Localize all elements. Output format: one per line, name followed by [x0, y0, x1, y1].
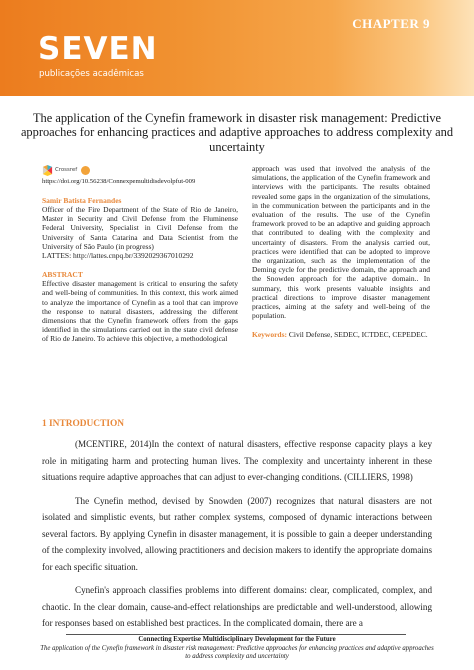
page-footer — [40, 636, 434, 662]
publisher-logo — [38, 32, 158, 82]
footer-divider — [66, 634, 406, 635]
header-band — [0, 0, 474, 96]
paragraph: The Cynefin method, devised by Snowden (2007) recognizes that natural disasters are not isolated and simplistic events, but rather complex systems, composed of dynamic interactions between several factors. By applying Cynefin in disaster management, it is possible to gain a deeper understanding of the complexity involved, allowing practitioners and decision makers to identify the appropriate domains for each specific situation. — [42, 495, 432, 572]
introduction-body — [42, 436, 432, 639]
author-lattes[interactable]: LATTES: http://lattes.cnpq.br/3392029367010292 — [42, 251, 194, 261]
paper-title: The application of the Cynefin framework in disaster risk management: Predictive approaches for enhancing practices and adaptive approaches to address complexity and uncertainty — [20, 111, 454, 154]
paragraph: (MCENTIRE, 2014)In the context of natural disasters, effective response capacity plays a key role in mitigating harm and protecting human lives. The complexity and uncertainty inherent in these situations require adaptive approaches that can adjust to ever-changing conditions. (CILLIERS, 1998) — [42, 439, 432, 482]
abstract-text-left: Effective disaster management is critical to ensuring the safety and well-being of communities. In this context, this work aimed to analyze the importance of Cynefin as a tool that can improve the response to natural disasters, addressing the different dimensions that the Cynefin framework offers from the gaps identified in the simulations carried out in the state civil defense of Rio de Janeiro. To achieve this objective, a methodological — [42, 279, 238, 344]
crossref-label: Crossref — [55, 167, 78, 173]
crossref-badge[interactable] — [42, 164, 238, 176]
keywords — [252, 330, 430, 339]
check-updates-icon[interactable] — [81, 166, 90, 175]
author-name: Samir Batista Fernandes — [42, 196, 122, 205]
keywords-label: Keywords: — [252, 330, 287, 340]
paragraph: Cynefin's approach classifies problems into different domains: clear, complicated, complex, and chaotic. In the clear domain, cause-and-effect relationships are predictable and well-understood, allowing for responses based on established best practices. In the complicated domain, there are a — [42, 585, 432, 628]
right-column — [252, 164, 430, 340]
footer-chapter-title: The application of the Cynefin framework in disaster risk management: Predictive approaches for enhancing practices and adaptive approaches to address complexity and uncertainty — [40, 644, 434, 661]
chapter-label: CHAPTER 9 — [352, 16, 430, 31]
doi-link[interactable]: https://doi.org/10.56238/Connexpemultidisdevolpfut-009 — [42, 178, 196, 185]
keywords-text: Civil Defense, SEDEC, ICTDEC, CEPEDEC. — [288, 330, 428, 340]
crossref-icon — [42, 165, 53, 176]
abstract-heading: ABSTRACT — [42, 270, 83, 280]
left-column — [42, 164, 238, 344]
logo-tagline: publicações acadêmicas — [39, 69, 144, 79]
author-bio: Officer of the Fire Department of the State of Rio de Janeiro, Master in Security and Civil Defense from the Fluminense Federal University, Specialist in Civil Defense from the University of Santa Catarina and Data Scientist from the University of São Paulo (in progress) — [42, 205, 238, 251]
abstract-text-right: approach was used that involved the analysis of the simulations, the application of the Cynefin framework and interviews with the participants. The results obtained revealed some gaps in the organization of the simulations, in the communication between the participants and in the evaluation of the results. The use of the Cynefin framework proved to be an adaptive and guiding approach that contributed to dealing with the complexity and uncertainty of disasters. From the analysis carried out, practices were identified that can be adopted to improve the organization, such as the implementation of the Deming cycle for the predictive domain, the approach and the Snowden approach for the adaptive domain.. In summary, this work presents valuable insights and practical directions to improve disaster management practices, aiming at the safety and well-being of the population. — [252, 164, 430, 321]
introduction-heading: 1 INTRODUCTION — [42, 419, 125, 429]
footer-book-title: Connecting Expertise Multidisciplinary Development for the Future — [138, 636, 336, 643]
logo-wordmark: SEVEN — [38, 31, 158, 67]
